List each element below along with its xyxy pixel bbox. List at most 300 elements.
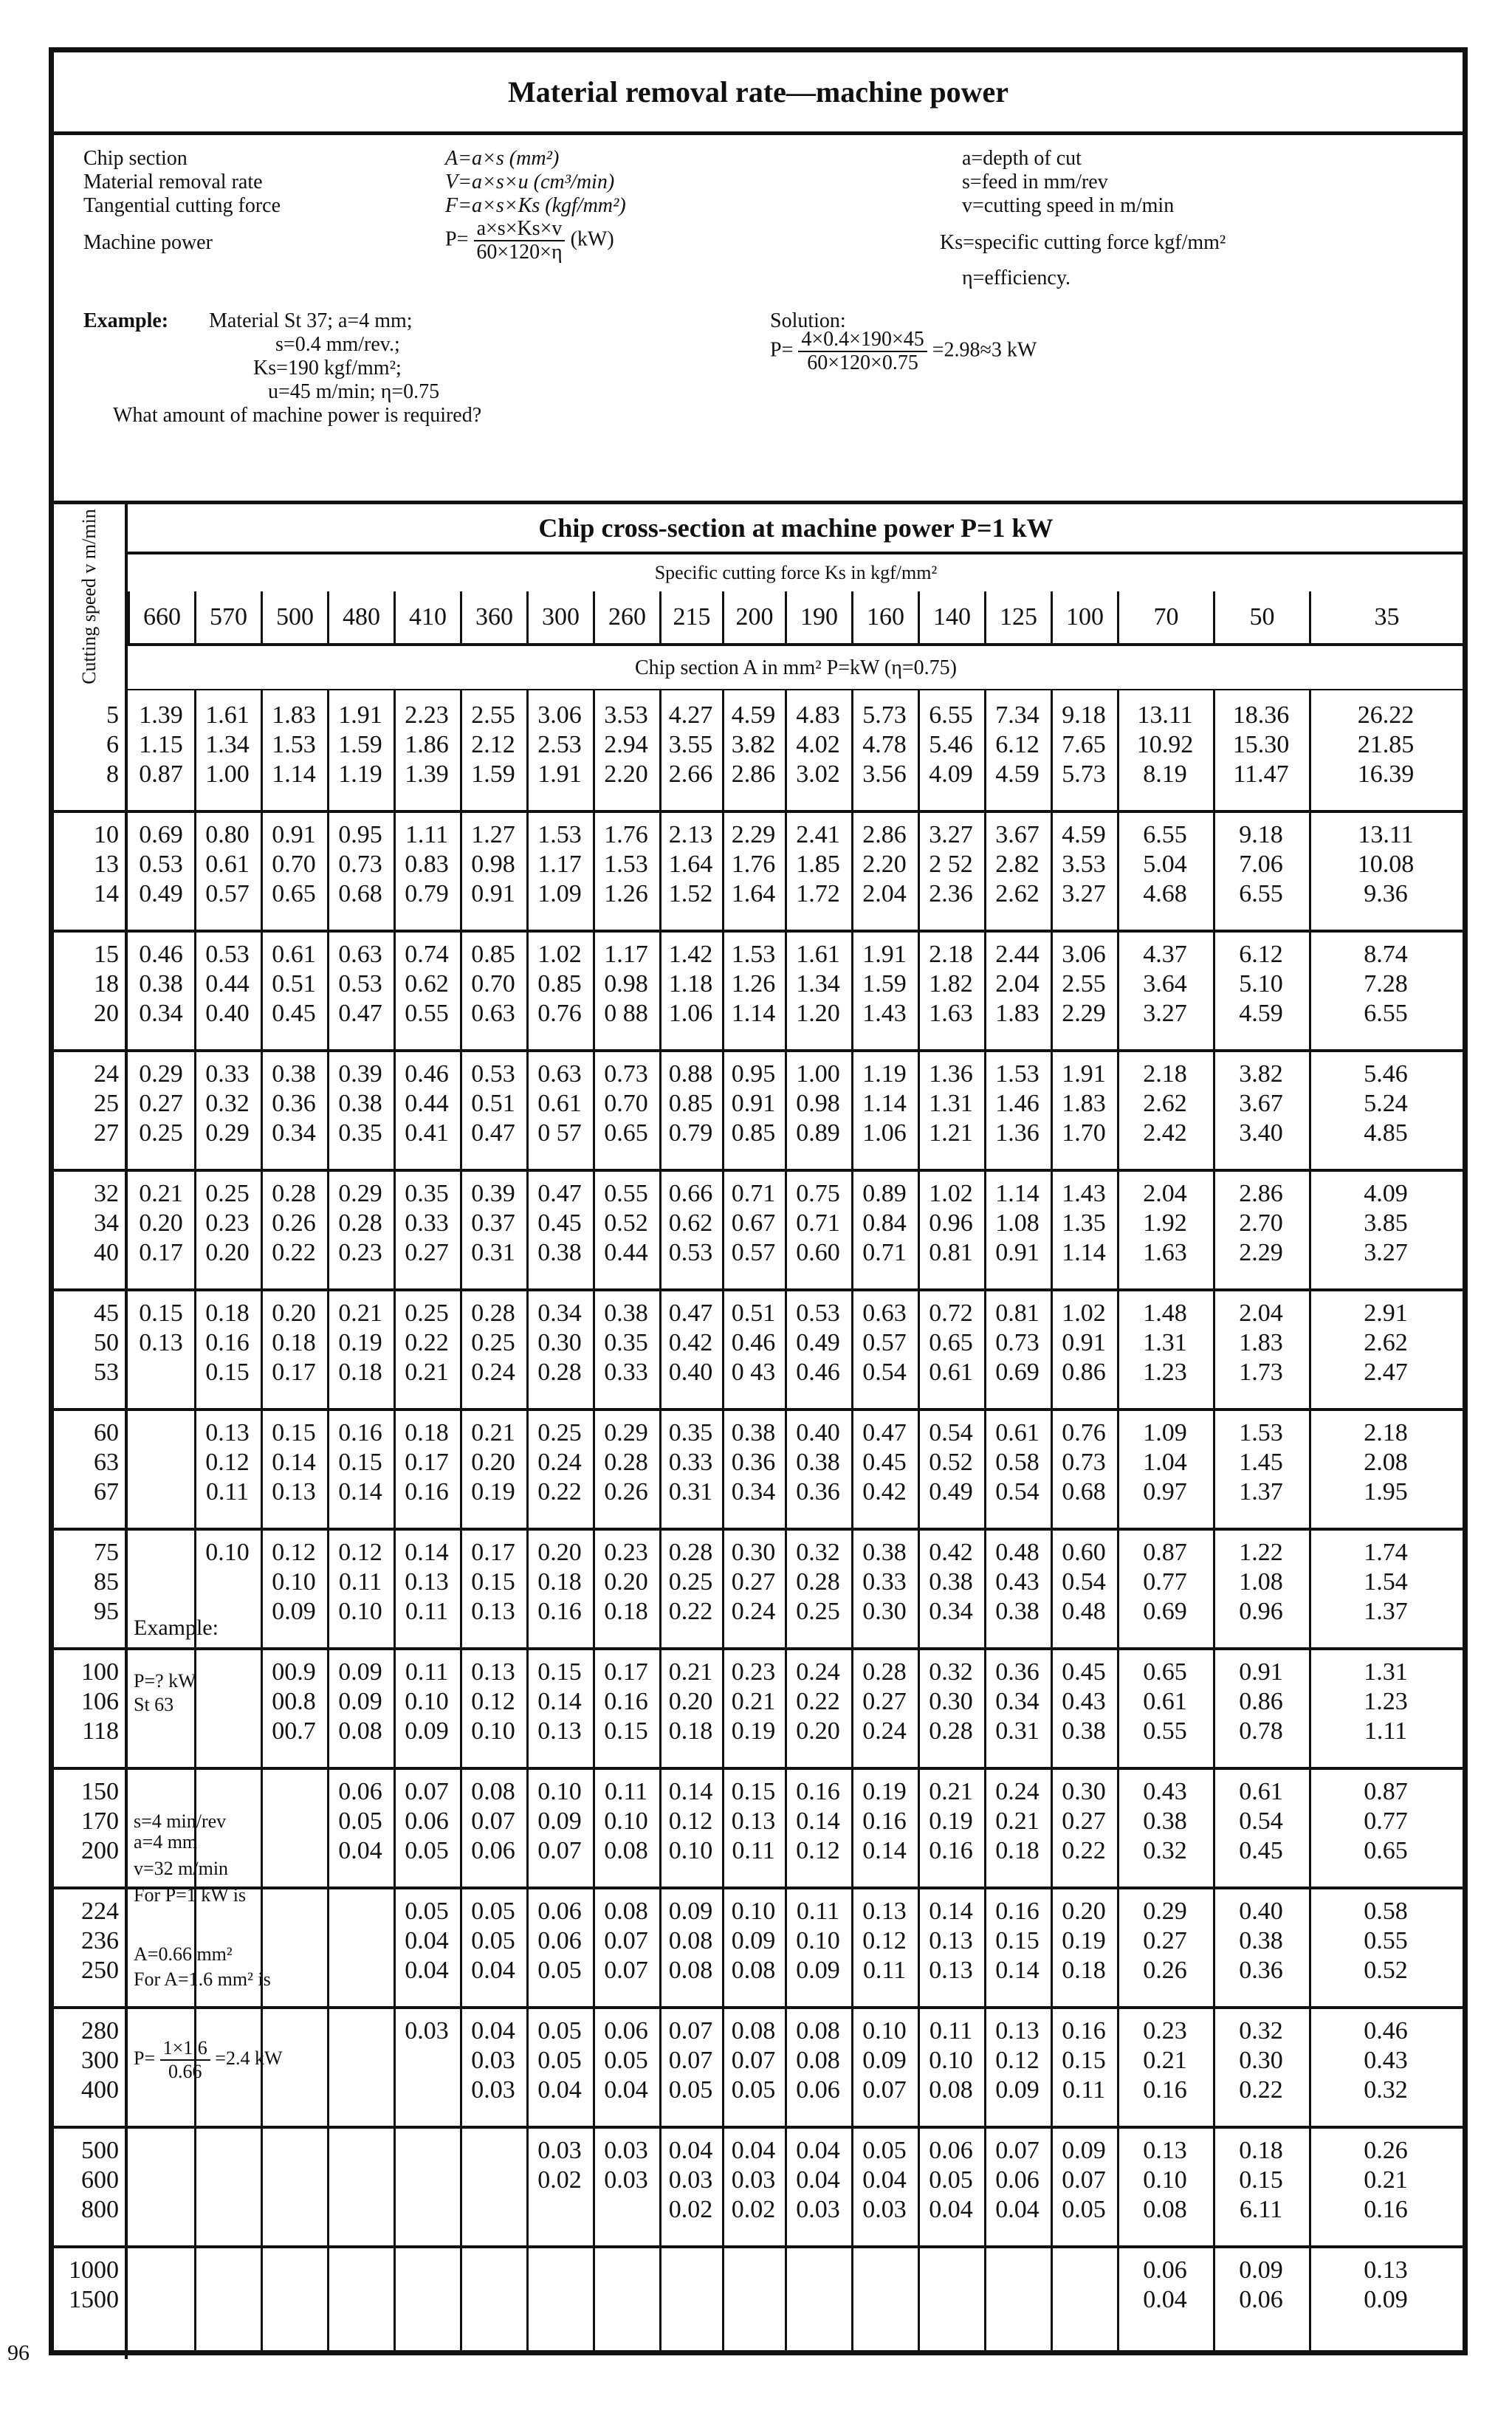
chip-section-cell: 0.39	[471, 1180, 515, 1207]
chip-section-cell: 2.29	[1062, 1000, 1106, 1027]
chip-section-cell: 0.43	[1143, 1778, 1187, 1805]
cutting-speed-value: 34	[94, 1209, 119, 1237]
chip-section-cell: 0.25	[537, 1419, 582, 1446]
chip-section-cell: 1.53	[604, 851, 648, 878]
ks-column-header: 410	[394, 591, 460, 643]
chip-section-cell: 0.27	[1143, 1927, 1187, 1954]
chip-section-cell: 0.21	[995, 1808, 1040, 1835]
chip-section-cell: 0.04	[929, 2196, 973, 2223]
chip-section-cell: 0.75	[796, 1180, 840, 1207]
chip-section-cell: 0.23	[1143, 2017, 1187, 2045]
chip-section-cell: 0.27	[405, 1239, 449, 1266]
chip-section-cell: 9.36	[1364, 880, 1408, 907]
chip-section-cell: 10.08	[1357, 851, 1415, 878]
chip-section-cell: 0.71	[796, 1209, 840, 1237]
chip-section-cell: 1.14	[1062, 1239, 1106, 1266]
chip-section-cell: 1.59	[471, 761, 515, 788]
chip-section-cell: 0.38	[796, 1449, 840, 1476]
chip-section-cell: 0.11	[929, 2017, 973, 2045]
solution-fraction	[798, 329, 927, 374]
cutting-speed-value: 67	[94, 1478, 119, 1506]
chip-section-cell: 3.27	[1143, 1000, 1187, 1027]
chip-section-cell: 0.09	[537, 1808, 582, 1835]
chip-section-cell: 0.38	[604, 1300, 648, 1327]
chip-section-cell: 0.28	[796, 1568, 840, 1596]
chip-section-cell: 0.61	[1239, 1778, 1283, 1805]
chip-section-cell: 0.83	[405, 851, 449, 878]
chip-section-cell: 7.06	[1239, 851, 1283, 878]
chip-section-cell: 2.86	[862, 821, 907, 848]
machine-power-label: Machine power	[83, 231, 213, 254]
column-divider	[460, 689, 462, 2350]
chip-section-cell: 0.09	[1062, 2137, 1106, 2164]
chip-section-cell: 1.14	[272, 761, 316, 788]
chip-section-cell: 1.86	[405, 731, 449, 758]
chip-section-cell: 0.03	[471, 2047, 515, 2074]
cutting-force-label: Tangential cutting force	[83, 194, 281, 217]
chip-section-cell: 1.22	[1239, 1539, 1283, 1566]
chip-section-cell: 0.02	[537, 2166, 582, 2194]
chip-section-cell: 1.31	[1364, 1658, 1408, 1686]
chip-section-cell: 0.05	[929, 2166, 973, 2194]
chip-section-cell: 0.21	[471, 1419, 515, 1446]
cutting-speed-value: 236	[81, 1927, 119, 1954]
chip-section-cell: 0.26	[272, 1209, 316, 1237]
chip-section-cell: 1.39	[139, 701, 183, 729]
chip-section-cell: 0.07	[1062, 2166, 1106, 2194]
chip-section-cell: 0.11	[405, 1658, 449, 1686]
chip-section-cell: 6.55	[929, 701, 973, 729]
chip-section-cell: 0.30	[862, 1598, 907, 1625]
ks-column-header: 570	[194, 591, 261, 643]
chip-section-cell: 0.48	[995, 1539, 1040, 1566]
chip-section-cell: 0.36	[796, 1478, 840, 1506]
chip-section-cell: 0.54	[995, 1478, 1040, 1506]
chip-section-cell: 0.12	[205, 1449, 250, 1476]
chip-section-cell: 0.11	[1062, 2076, 1106, 2104]
cutting-speed-value: 53	[94, 1359, 119, 1386]
chip-section-cell: 0.40	[796, 1419, 840, 1446]
chip-section-cell: 0.70	[471, 970, 515, 998]
chip-section-cell: 0.25	[471, 1329, 515, 1356]
chip-section-cell: 0.41	[405, 1119, 449, 1147]
chip-section-cell: 0.18	[1239, 2137, 1283, 2164]
chip-section-cell: 1.02	[537, 941, 582, 968]
group-divider	[54, 1647, 1463, 1650]
chip-section-cell: 0.58	[1364, 1898, 1408, 1925]
cutting-speed-value: 600	[81, 2166, 119, 2194]
chip-section-cell: 0.12	[272, 1539, 316, 1566]
cutting-force-formula: F=a×s×Ks (kgf/mm²)	[445, 194, 626, 217]
chip-section-cell: 0.17	[604, 1658, 648, 1686]
chip-section-cell: 0.06	[604, 2017, 648, 2045]
solution-result: =2.98≈3 kW	[932, 338, 1037, 362]
cutting-speed-value: 8	[106, 761, 119, 788]
chip-section-cell: 0.42	[668, 1329, 713, 1356]
cutting-speed-value: 300	[81, 2047, 119, 2074]
table-title: Chip cross-section at machine power P=1 kW	[125, 504, 1467, 555]
cutting-speed-value: 106	[81, 1688, 119, 1715]
chip-section-cell: 0.30	[537, 1329, 582, 1356]
chip-section-cell: 0.07	[731, 2047, 776, 2074]
example-line3: Ks=190 kgf/mm²;	[253, 357, 402, 380]
chip-section-cell: 0.91	[731, 1090, 776, 1117]
chip-section-cell: 1.46	[995, 1090, 1040, 1117]
chip-section-cell: 0.28	[929, 1717, 973, 1745]
chip-section-cell: 0.95	[731, 1060, 776, 1088]
chip-section-cell: 0.09	[731, 1927, 776, 1954]
chip-section-cell: 0.13	[205, 1419, 250, 1446]
chip-section-cell: 0.30	[1062, 1778, 1106, 1805]
chip-section-cell: 0.34	[995, 1688, 1040, 1715]
chip-section-cell: 0.47	[862, 1419, 907, 1446]
inline-example-label: Example:	[134, 1616, 219, 1640]
chip-section-cell: 0.23	[338, 1239, 382, 1266]
chip-section-cell: 0.15	[471, 1568, 515, 1596]
chip-section-cell: 0.12	[471, 1688, 515, 1715]
column-divider	[918, 689, 920, 2350]
chip-section-cell: 0.08	[604, 1898, 648, 1925]
chip-section-cell: 1.45	[1239, 1449, 1283, 1476]
chip-section-cell: 0.74	[405, 941, 449, 968]
chip-section-cell: 1.53	[731, 941, 776, 968]
chip-section-cell: 0.96	[1239, 1598, 1283, 1625]
chip-section-cell: 0.38	[929, 1568, 973, 1596]
inline-example-s: s=4 min/rev	[134, 1810, 227, 1832]
chip-section-cell: 0.04	[731, 2137, 776, 2164]
chip-section-cell: 0.34	[537, 1300, 582, 1327]
chip-section-cell: 3.53	[604, 701, 648, 729]
chip-section-cell: 0.06	[471, 1837, 515, 1864]
chip-section-cell: 0.40	[668, 1359, 713, 1386]
chip-section-cell: 0.20	[205, 1239, 250, 1266]
chip-section-cell: 00.7	[272, 1717, 316, 1745]
chip-section-cell: 1.23	[1143, 1359, 1187, 1386]
chip-section-cell: 0.10	[405, 1688, 449, 1715]
chip-section-cell: 0.91	[1062, 1329, 1106, 1356]
chip-section-cell: 2.66	[668, 761, 713, 788]
inline-example-p: P=? kW	[134, 1670, 196, 1692]
chip-section-cell: 0.04	[668, 2137, 713, 2164]
cutting-speed-value: 18	[94, 970, 119, 998]
cutting-speed-value: 400	[81, 2076, 119, 2104]
chip-section-cell: 0.07	[862, 2076, 907, 2104]
chip-section-cell: 0.20	[796, 1717, 840, 1745]
chip-section-cell: 0.16	[1062, 2017, 1106, 2045]
chip-section-cell: 0.33	[205, 1060, 250, 1088]
chip-section-cell: 0.30	[929, 1688, 973, 1715]
chip-section-cell: 0.07	[668, 2047, 713, 2074]
chip-section-cell: 2.36	[929, 880, 973, 907]
chip-section-cell: 0.29	[1143, 1898, 1187, 1925]
column-divider	[1117, 689, 1119, 2350]
chip-section-cell: 3.85	[1364, 1209, 1408, 1237]
chip-section-cell: 0.81	[929, 1239, 973, 1266]
chip-section-cell: 0.32	[1364, 2076, 1408, 2104]
chip-section-cell: 2.04	[995, 970, 1040, 998]
chip-section-cell: 0.45	[537, 1209, 582, 1237]
chip-section-cell: 0.17	[471, 1539, 515, 1566]
chip-section-cell: 0.14	[995, 1957, 1040, 1984]
inline-p2-label: P=	[134, 2047, 156, 2069]
chip-section-cell: 1.91	[537, 761, 582, 788]
chip-section-cell: 0.32	[205, 1090, 250, 1117]
chip-section-cell: 3.64	[1143, 970, 1187, 998]
chip-section-cell: 0.09	[668, 1898, 713, 1925]
chip-section-cell: 2.91	[1364, 1300, 1408, 1327]
chip-section-cell: 0.48	[1062, 1598, 1106, 1625]
chip-section-cell: 0.31	[995, 1717, 1040, 1745]
chip-section-cell: 0.24	[537, 1449, 582, 1476]
chip-section-cell: 0.12	[995, 2047, 1040, 2074]
chip-section-cell: 2.41	[796, 821, 840, 848]
chip-section-cell: 1.23	[1364, 1688, 1408, 1715]
chip-section-cell: 0.24	[731, 1598, 776, 1625]
chip-section-cell: 0.26	[1143, 1957, 1187, 1984]
chip-section-cell: 0.47	[338, 1000, 382, 1027]
chip-section-cell: 0.16	[537, 1598, 582, 1625]
chip-section-cell: 0.87	[1364, 1778, 1408, 1805]
chip-section-cell: 0.55	[405, 1000, 449, 1027]
chip-section-cell: 0.15	[205, 1359, 250, 1386]
chip-section-cell: 5.46	[1364, 1060, 1408, 1088]
chip-section-cell: 0.36	[995, 1658, 1040, 1686]
chip-section-cell: 0.25	[139, 1119, 183, 1147]
chip-section-cell: 0.53	[139, 851, 183, 878]
chip-section-cell: 6.11	[1239, 2196, 1283, 2223]
chip-section-cell: 0.57	[205, 880, 250, 907]
chip-section-cell: 1.83	[1062, 1090, 1106, 1117]
chip-section-cell: 0.73	[1062, 1449, 1106, 1476]
chip-section-cell: 2.82	[995, 851, 1040, 878]
page-number: 96	[7, 2341, 30, 2365]
chip-section-cell: 10.92	[1136, 731, 1194, 758]
chip-section-cell: 0.09	[338, 1688, 382, 1715]
group-divider	[54, 930, 1463, 933]
chip-section-cell: 0.30	[731, 1539, 776, 1566]
ks-column-header: 260	[593, 591, 659, 643]
chip-section-cell: 1.95	[1364, 1478, 1408, 1506]
chip-section-cell: 0.91	[995, 1239, 1040, 1266]
inline-example-a: a=4 mm	[134, 1831, 198, 1853]
chip-section-cell: 0.07	[604, 1957, 648, 1984]
chip-section-cell: 1.54	[1364, 1568, 1408, 1596]
cutting-speed-value: 85	[94, 1568, 119, 1596]
chip-section-cell: 0.69	[139, 821, 183, 848]
chip-section-cell: 0.07	[604, 1927, 648, 1954]
inline-example-area1: A=0.66 mm²	[134, 1943, 233, 1965]
column-divider	[851, 689, 853, 2350]
cutting-speed-value: 5	[106, 701, 119, 729]
chip-section-cell: 0.24	[471, 1359, 515, 1386]
chip-section-cell: 3.02	[796, 761, 840, 788]
chip-section-cell: 0.47	[537, 1180, 582, 1207]
chip-section-cell: 1.48	[1143, 1300, 1187, 1327]
chip-section-cell: 18.36	[1232, 701, 1290, 729]
chip-section-cell: 0.65	[604, 1119, 648, 1147]
chip-section-cell: 0.35	[405, 1180, 449, 1207]
chip-section-cell: 0.10	[862, 2017, 907, 2045]
chip-section-cell: 0.08	[471, 1778, 515, 1805]
chip-section-cell: 0.19	[338, 1329, 382, 1356]
chip-section-cell: 0.73	[604, 1060, 648, 1088]
chip-section-cell: 0.45	[1239, 1837, 1283, 1864]
cutting-speed-value: 500	[81, 2137, 119, 2164]
column-divider	[194, 689, 196, 2350]
chip-section-cell: 0.54	[929, 1419, 973, 1446]
chip-section-cell: 0.13	[471, 1658, 515, 1686]
chip-section-cell: 0.17	[139, 1239, 183, 1266]
chip-section-cell: 0.11	[796, 1898, 840, 1925]
chip-section-cell: 4.59	[995, 761, 1040, 788]
chip-section-cell: 0.66	[668, 1180, 713, 1207]
chip-section-cell: 0.73	[338, 851, 382, 878]
chip-section-cell: 0.04	[471, 1957, 515, 1984]
chip-section-cell: 5.46	[929, 731, 973, 758]
chip-section-cell: 0.25	[205, 1180, 250, 1207]
chip-section-cell: 0.42	[862, 1478, 907, 1506]
chip-section-cell: 11.47	[1233, 761, 1289, 788]
chip-section-cell: 0.04	[405, 1957, 449, 1984]
chip-section-cell: 0.20	[668, 1688, 713, 1715]
chip-section-cell: 0.33	[604, 1359, 648, 1386]
table-frame	[49, 47, 1468, 2355]
chip-section-cell: 2.86	[1239, 1180, 1283, 1207]
chip-section-cell: 1.18	[668, 970, 713, 998]
cutting-speed-value: 60	[94, 1419, 119, 1446]
chip-section-cell: 0.65	[929, 1329, 973, 1356]
chip-section-cell: 0.04	[471, 2017, 515, 2045]
chip-section-cell: 0.44	[405, 1090, 449, 1117]
ks-column-header: 500	[261, 591, 327, 643]
chip-section-cell: 0.49	[796, 1329, 840, 1356]
chip-section-cell: 0.07	[405, 1778, 449, 1805]
chip-section-cell: 0.11	[205, 1478, 250, 1506]
chip-section-cell: 0.08	[731, 2017, 776, 2045]
cutting-speed-value: 200	[81, 1837, 119, 1864]
chip-section-cell: 4.09	[929, 761, 973, 788]
chip-section-cell: 0.13	[537, 1717, 582, 1745]
chip-section-cell: 0.63	[338, 941, 382, 968]
chip-section-cell: 0.02	[668, 2196, 713, 2223]
chip-section-cell: 0.07	[995, 2137, 1040, 2164]
chip-section-cell: 0.46	[1364, 2017, 1408, 2045]
chip-section-cell: 0.62	[405, 970, 449, 998]
chip-section-cell: 0.08	[796, 2017, 840, 2045]
chip-section-cell: 0.22	[796, 1688, 840, 1715]
cutting-speed-value: 25	[94, 1090, 119, 1117]
chip-section-cell: 0.70	[272, 851, 316, 878]
chip-section-cell: 0.33	[405, 1209, 449, 1237]
chip-section-cell: 0.16	[1364, 2196, 1408, 2223]
chip-section-cell: 0.52	[929, 1449, 973, 1476]
chip-section-cell: 0.14	[862, 1837, 907, 1864]
chip-section-cell: 0.26	[604, 1478, 648, 1506]
cutting-speed-value: 150	[81, 1778, 119, 1805]
chip-section-cell: 3.27	[1364, 1239, 1408, 1266]
chip-section-cell: 0.47	[668, 1300, 713, 1327]
chip-section-cell: 0.80	[205, 821, 250, 848]
chip-section-cell: 0.13	[272, 1478, 316, 1506]
chip-section-cell: 0.08	[338, 1717, 382, 1745]
chip-section-cell: 0.84	[862, 1209, 907, 1237]
chip-section-cell: 0.11	[862, 1957, 907, 1984]
chip-section-cell: 0.57	[731, 1239, 776, 1266]
feed-def: s=feed in mm/rev	[962, 171, 1108, 193]
chip-section-cell: 1.61	[796, 941, 840, 968]
cutting-speed-value: 13	[94, 851, 119, 878]
chip-section-cell: 0.06	[405, 1808, 449, 1835]
chip-section-cell: 0.14	[929, 1898, 973, 1925]
chip-section-cell: 0.18	[668, 1717, 713, 1745]
chip-section-cell: 0.46	[796, 1359, 840, 1386]
chip-section-cell: 0.11	[338, 1568, 382, 1596]
chip-section-cell: 0.14	[405, 1539, 449, 1566]
chip-section-cell: 0.16	[604, 1688, 648, 1715]
chip-section-cell: 1.72	[796, 880, 840, 907]
solution-denominator: 60×120×0.75	[807, 351, 918, 374]
chip-section-cell: 0.11	[405, 1598, 449, 1625]
chip-section-cell: 0.15	[1239, 2166, 1283, 2194]
chip-section-cell: 0.09	[405, 1717, 449, 1745]
ks-column-header: 480	[327, 591, 394, 643]
chip-section-cell: 1.21	[929, 1119, 973, 1147]
chip-section-cell: 0.98	[471, 851, 515, 878]
chip-section-cell: 0.03	[604, 2166, 648, 2194]
chip-section-cell: 1.09	[1143, 1419, 1187, 1446]
column-divider	[785, 689, 787, 2350]
chip-section-cell: 0.10	[604, 1808, 648, 1835]
chip-section-cell: 0.05	[537, 1957, 582, 1984]
chip-section-cell: 0.46	[405, 1060, 449, 1088]
chip-section-cell: 4.68	[1143, 880, 1187, 907]
inline-example-material: St 63	[134, 1694, 174, 1715]
chip-section-cell: 0.06	[537, 1927, 582, 1954]
chip-section-cell: 0.05	[731, 2076, 776, 2104]
chip-section-cell: 0.47	[471, 1119, 515, 1147]
chip-section-cell: 0.04	[862, 2166, 907, 2194]
chip-section-cell: 0.05	[405, 1898, 449, 1925]
group-divider	[54, 1767, 1463, 1770]
chip-section-cell: 3.67	[995, 821, 1040, 848]
chip-section-cell: 2.08	[1364, 1449, 1408, 1476]
chip-section-cell: 2.18	[929, 941, 973, 968]
chip-section-cell: 0.22	[537, 1478, 582, 1506]
chip-section-cell: 0.03	[537, 2137, 582, 2164]
ks-column-header: 300	[526, 591, 593, 643]
chip-section-cell: 0.22	[1062, 1837, 1106, 1864]
chip-section-cell: 2.62	[995, 880, 1040, 907]
chip-section-cell: 0.72	[929, 1300, 973, 1327]
chip-section-cell: 2.70	[1239, 1209, 1283, 1237]
chip-section-cell: 0.10	[668, 1837, 713, 1864]
chip-section-cell: 0.34	[139, 1000, 183, 1027]
chip-section-cell: 0.30	[1239, 2047, 1283, 2074]
chip-section-cell: 1.34	[796, 970, 840, 998]
chip-section-cell: 0.61	[205, 851, 250, 878]
chip-section-cell: 9.18	[1062, 701, 1106, 729]
chip-section-cell: 5.10	[1239, 970, 1283, 998]
cutting-speed-value: 40	[94, 1239, 119, 1266]
chip-section-cell: 2.04	[1239, 1300, 1283, 1327]
solution-p: P=	[770, 338, 794, 362]
chip-section-cell: 0.09	[338, 1658, 382, 1686]
chip-section-cell: 0.79	[405, 880, 449, 907]
chip-section-cell: 0.13	[1143, 2137, 1187, 2164]
efficiency-def: η=efficiency.	[962, 267, 1071, 289]
chip-section-cell: 1.06	[668, 1000, 713, 1027]
chip-section-cell: 0.45	[272, 1000, 316, 1027]
